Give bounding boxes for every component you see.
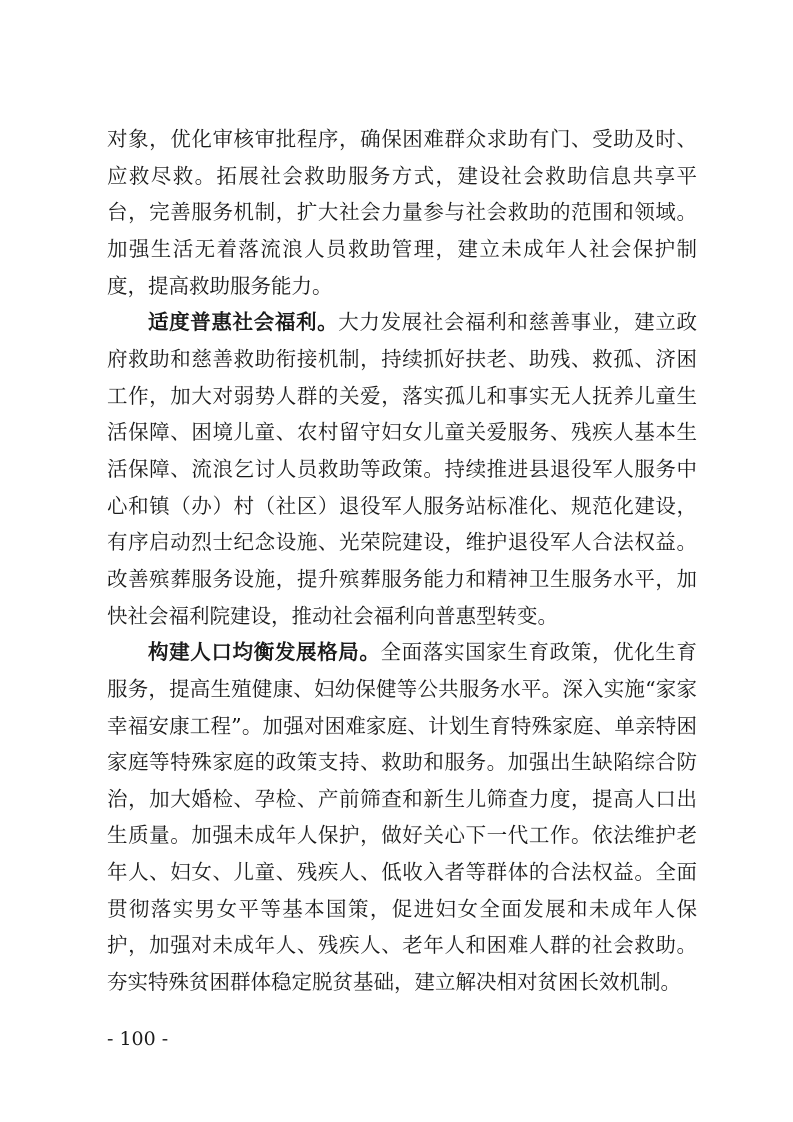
page-number: - 100 - <box>107 1028 169 1050</box>
paragraph-text: 大力发展社会福利和慈善事业，建立政府救助和慈善救助衔接机制，持续抓好扶老、助残、救孤、济困工作，加大对弱势人群的关爱，落实孤儿和事实无人抚养儿童生活保障、困境儿童、农村留守妇女儿童关爱服务、残疾人基本生活保障、流浪乞讨人员救助等政策。持续推进县退役军人服务中心和镇（办）村（社区）退役军人服务站标准化、规范化建设，有序启动烈士纪念设施、光荣院建设，维护退役军人合法权益。改善殡葬服务设施，提升殡葬服务能力和精神卫生服务水平，加快社会福利院建设，推动社会福利向普惠型转变。 <box>107 310 698 628</box>
paragraph-heading: 适度普惠社会福利。 <box>148 310 339 335</box>
body-text <box>107 121 697 1001</box>
paragraph-social-assistance <box>107 121 697 304</box>
paragraph-heading: 构建人口均衡发展格局。 <box>148 640 381 665</box>
paragraph-population-development <box>107 634 697 1001</box>
paragraph-social-welfare <box>107 304 697 634</box>
paragraph-text: 对象，优化审核审批程序，确保困难群众求助有门、受助及时、应救尽救。拓展社会救助服务方式，建设社会救助信息共享平台，完善服务机制，扩大社会力量参与社会救助的范围和领域。加强生活无着落流浪人员救助管理，建立未成年人社会保护制度，提高救助服务能力。 <box>107 127 697 298</box>
paragraph-text: 全面落实国家生育政策，优化生育服务，提高生殖健康、妇幼保健等公共服务水平。深入实施“家家幸福安康工程”。加强对困难家庭、计划生育特殊家庭、单亲特困家庭等特殊家庭的政策支持、救助和服务。加强出生缺陷综合防治，加大婚检、孕检、产前筛查和新生儿筛查力度，提高人口出生质量。加强未成年人保护，做好关心下一代工作。依法维护老年人、妇女、儿童、残疾人、低收入者等群体的合法权益。全面贯彻落实男女平等基本国策，促进妇女全面发展和未成年人保护，加强对未成年人、残疾人、老年人和困难人群的社会救助。夯实特殊贫困群体稳定脱贫基础，建立解决相对贫困长效机制。 <box>107 640 698 995</box>
